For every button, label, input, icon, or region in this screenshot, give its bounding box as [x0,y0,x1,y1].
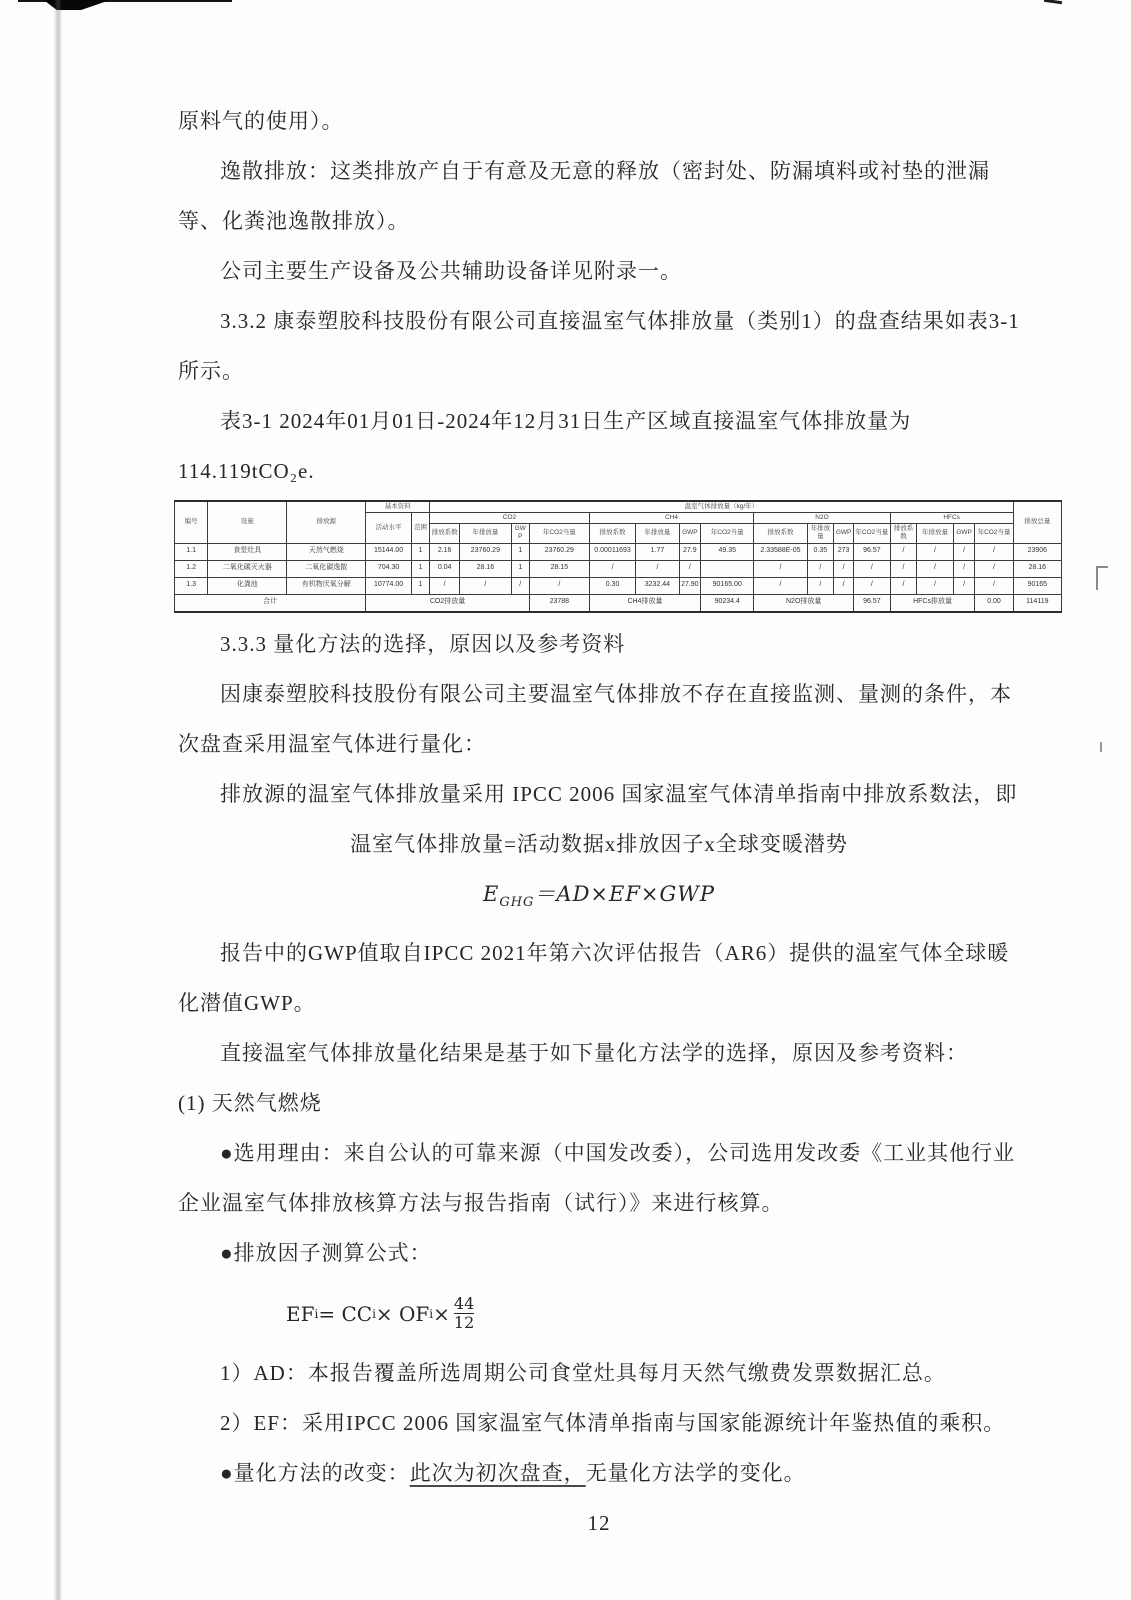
table-cell: 1 [411,543,429,560]
table-cell: 2.33588E-05 [754,543,807,560]
hfcs-amount-header: 年排放量 [917,524,954,543]
formula-chinese: 温室气体排放量=活动数据x排放因子x全球变暖潜势 [350,831,848,856]
method-change-underlined: 此次为初次盘查， [409,1460,586,1485]
scan-mark-top-right [1044,0,1062,4]
table-cell: / [890,543,917,560]
ch4-ef-header: 排放系数 [589,524,636,543]
bullet-selection-reason: ●选用理由：来自公认的可靠来源（中国发改委），公司选用发改委《工业其他行业企业温室气体排放核算方法与报告指南（试行）》来进行核算。 [178,1140,1016,1215]
table-cell: 704.30 [366,560,412,577]
n2o-total-label: N2O排放量 [754,594,854,612]
table-cell: 二氧化碳逸散 [287,560,366,577]
table-cell: 28.15 [529,560,589,577]
table-row [175,577,1062,594]
item-ef-definition: 2）EF：采用IPCC 2006 国家温室气体清单指南与国家能源统计年鉴热值的乘积。 [220,1410,1006,1435]
total-label: 合计 [175,594,366,612]
ef-fraction-denominator: 12 [453,1313,475,1333]
paragraph-ipcc-method: 排放源的温室气体排放量采用 IPCC 2006 国家温室气体清单指南中排放系数法，即 [220,781,1018,806]
table-cell: 0.04 [430,560,460,577]
co2-ef-header: 排放系数 [430,524,460,543]
table-cell: / [807,560,834,577]
table-cell: / [460,577,512,594]
gas-group-ch4: CH4 [589,513,754,524]
formula-eghg-sub: GHG [499,894,535,910]
table-cell: / [975,543,1013,560]
table-cell: 23760.29 [529,543,589,560]
table-cell: / [854,577,891,594]
table-cell [701,560,754,577]
co2-total-label: CO2排放量 [366,594,530,612]
table-cell: / [807,577,834,594]
table-cell: / [834,560,854,577]
table-cell: 1 [411,560,429,577]
gas-group-hfcs: HFCs [890,513,1013,524]
table-cell: 0.30 [589,577,636,594]
table-cell: / [917,560,954,577]
table-row [175,543,1062,560]
table-3-1-wrapper [174,500,1062,613]
table-cell: 天然气燃烧 [287,543,366,560]
formula-eghg-base: E [482,881,500,906]
table-cell: / [890,577,917,594]
ch4-total-label: CH4排放量 [589,594,700,612]
n2o-eq-header: 年CO2当量 [854,524,891,543]
table-cell: / [511,577,529,594]
table-cell: 23760.29 [460,543,512,560]
table-cell: 23906 [1013,543,1061,560]
hfcs-gwp-header: GWP [953,524,975,543]
formula-ef [286,1286,1020,1342]
ef-term-3: × OF [375,1301,430,1326]
table-cell: / [589,560,636,577]
table-cell: 1 [511,560,529,577]
co2-total-value: 23788 [529,594,589,612]
table-cell: 有机物厌氧分解 [287,577,366,594]
table-cell: 90165.00 [701,577,754,594]
item-ad-definition: 1）AD：本报告覆盖所选周期公司食堂灶具每月天然气缴费发票数据汇总。 [220,1360,946,1385]
table-cell: / [975,560,1013,577]
ef-term-4: × [433,1301,450,1326]
ef-term-2: = CC [318,1301,373,1326]
table-cell: 90165 [1013,577,1061,594]
page-fold-line [54,0,62,1600]
table-total-row [175,594,1062,612]
method-change-prefix: ●量化方法的改变： [220,1460,410,1485]
table-cell: 1.2 [175,560,208,577]
section-3-3-2: 3.3.2 康泰塑胶科技股份有限公司直接温室气体排放量（类别1）的盘查结果如表3-1所示。 [178,309,1020,383]
ef-sub-1: i [314,1306,319,1321]
formula-eghg-rhs: ＝AD×EF×GWP [534,881,716,906]
scan-mark-right-edge-2 [1100,742,1110,752]
co2-amount-header: 年排放量 [460,524,512,543]
ef-term-1: EF [286,1301,315,1326]
hfcs-eq-header: 年CO2当量 [975,524,1013,543]
col-header-source: 排放源 [287,501,366,543]
table-cell: / [834,577,854,594]
table-cell: 1.77 [636,543,679,560]
formula-eghg [178,869,1020,928]
table-header-row-1 [175,501,1062,513]
ef-fraction-numerator: 44 [453,1293,475,1313]
table-3-1-caption: 表3-1 2024年01月01日-2024年12月31日生产区域直接温室气体排放量为114.119tCO₂e. [178,409,912,483]
table-cell: / [679,560,701,577]
n2o-amount-header: 年排放量 [807,524,834,543]
gas-group-co2: CO2 [430,513,590,524]
table-row [175,560,1062,577]
table-cell: 二氧化碳灭火器 [208,560,287,577]
table-cell: 0.35 [807,543,834,560]
n2o-gwp-header: GWP [834,524,854,543]
col-header-scope: 范围 [411,513,429,543]
table-cell: 27.9 [679,543,701,560]
table-cell: 1 [411,577,429,594]
paragraph-equipment-appendix: 公司主要生产设备及公共辅助设备详见附录一。 [220,259,682,283]
col-header-total: 排放总量 [1013,501,1061,543]
bullet-method-change [178,1448,1020,1498]
ef-sub-3: i [429,1306,434,1321]
n2o-ef-header: 排放系数 [754,524,807,543]
col-header-activity: 活动水平 [366,513,412,543]
table-cell: / [953,560,975,577]
method-change-suffix: 无量化方法学的变化。 [585,1460,806,1485]
ef-fraction [454,1295,474,1333]
table-cell: 15144.00 [366,543,412,560]
table-cell: / [953,577,975,594]
table-cell: / [529,577,589,594]
table-cell: / [636,560,679,577]
table-cell: 28.16 [460,560,512,577]
paragraph-methodology-basis: 直接温室气体排放量化结果是基于如下量化方法学的选择，原因及参考资料： [220,1040,968,1065]
table-cell: 10774.00 [366,577,412,594]
ch4-eq-header: 年CO2当量 [701,524,754,543]
table-cell: 化粪池 [208,577,287,594]
paragraph-fugitive-emissions: 逸散排放：这类排放产自于有意及无意的释放（密封处、防漏填料或衬垫的泄漏等、化粪池逸散排放）。 [178,159,990,233]
table-cell: 食堂灶具 [208,543,287,560]
scan-corner-wedge-artifact [38,0,110,10]
ch4-gwp-header: GWP [679,524,701,543]
page-number: 12 [587,1510,611,1535]
table-cell: / [975,577,1013,594]
ef-sub-2: i [372,1306,376,1321]
paragraph-gwp-source: 报告中的GWP值取自IPCC 2021年第六次评估报告（AR6）提供的温室气体全球暖化潜值GWP。 [178,940,1010,1015]
hfcs-total-label: HFCs排放量 [890,594,975,612]
section-3-3-3-heading: 3.3.3 量化方法的选择，原因以及参考资料 [220,631,626,656]
table-cell: 49.35 [701,543,754,560]
table-cell: 1.3 [175,577,208,594]
hfcs-total-value: 0.00 [975,594,1013,612]
n2o-total-value: 96.57 [854,594,891,612]
col-header-ghg-emissions: 温室气体排放量（kg/年） [430,501,1013,513]
hfcs-ef-header: 排放系数 [890,524,917,543]
table-cell: 1.1 [175,543,208,560]
col-header-basic-data: 基本资料 [366,501,430,513]
table-cell: / [917,543,954,560]
paragraph-continuation: 原料气的使用）。 [178,109,344,133]
table-cell: 28.16 [1013,560,1061,577]
emissions-table [174,500,1062,613]
table-cell: / [953,543,975,560]
table-cell: 0.00011693 [589,543,636,560]
bullet-ef-formula-label: ●排放因子测算公式： [220,1240,432,1265]
table-cell: / [917,577,954,594]
document-body [178,96,1051,1548]
ch4-amount-header: 年排放量 [636,524,679,543]
col-header-facility: 设施 [208,501,287,543]
table-cell: 27.90 [679,577,701,594]
table-cell: 273 [834,543,854,560]
co2-gwp-header: GWP [511,524,529,543]
table-cell: / [854,560,891,577]
grand-total-value: 114119 [1013,594,1061,612]
table-cell: / [430,577,460,594]
gas-group-n2o: N2O [754,513,890,524]
table-cell: / [754,577,807,594]
table-cell: / [890,560,917,577]
table-cell: 1 [511,543,529,560]
item-natural-gas: (1) 天然气燃烧 [178,1090,322,1115]
table-cell: / [754,560,807,577]
paragraph-quantification-reason: 因康泰塑胶科技股份有限公司主要温室气体排放不存在直接监测、量测的条件，本次盘查采用温室气体进行量化： [178,681,1012,756]
table-cell: 3232.44 [636,577,679,594]
table-cell: 2.16 [430,543,460,560]
col-header-number: 编号 [175,501,208,543]
table-cell: 96.57 [854,543,891,560]
scan-mark-right-edge-1 [1096,566,1108,590]
co2-eq-header: 年CO2当量 [529,524,589,543]
ch4-total-value: 90234.4 [701,594,754,612]
